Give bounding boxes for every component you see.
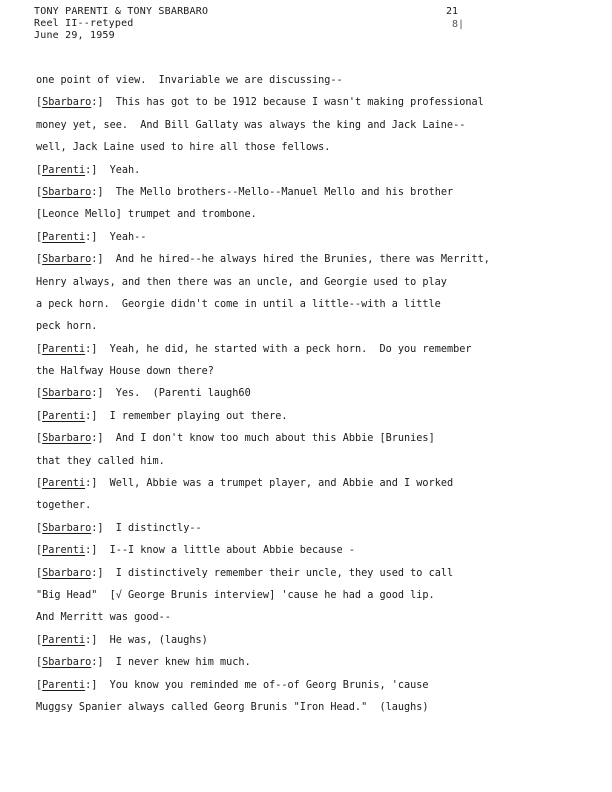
line-text: well, Jack Laine used to hire all those fellows. [36,142,331,154]
speaker-label: Sbarbaro [42,433,92,445]
transcript-body [36,70,576,719]
speaker-label: Parenti [42,164,86,176]
speaker-label: Parenti [42,478,86,490]
transcript-line [36,272,576,294]
line-text: You know you reminded me of--of Georg Brunis, 'cause [109,679,429,691]
speaker-label: Sbarbaro [42,567,92,579]
transcript-line: [Parenti:] Well, Abbie was a trumpet player, and Abbie and I worked [36,478,454,490]
line-text: Yeah. [109,164,141,176]
transcript-line [36,495,576,517]
speaker-label: Sbarbaro [42,254,92,266]
speaker-label: Sbarbaro [42,657,92,669]
line-text: a peck horn. Georgie didn't come in until a little--with a little [36,298,441,310]
line-text: This has got to be 1912 because I wasn't making professional [115,97,484,109]
transcript-line: [Sbarbaro:] I distinctly-- [36,522,202,534]
line-text: money yet, see. And Bill Gallaty was always the king and Jack Laine-- [36,119,466,131]
transcript-line: [Sbarbaro:] I never knew him much. [36,657,251,669]
speaker-label: Sbarbaro [42,522,92,534]
transcript-line [36,70,576,92]
interviewees: TONY PARENTI & TONY SBARBARO [34,6,209,17]
transcript-line: [Parenti:] Yeah-- [36,231,147,243]
line-text: together. [36,500,92,512]
speaker-label: Parenti [42,679,86,691]
line-text: Muggsy Spanier always called Georg Brunis "Iron Head." (laughs) [36,701,429,713]
transcript-line: [Parenti:] He was, (laughs) [36,634,208,646]
transcript-line [36,607,576,629]
line-text: And Merritt was good-- [36,612,171,624]
speaker-label: Parenti [42,634,86,646]
transcript-line: [Sbarbaro:] And he hired--he always hired the Brunies, there was Merritt, [36,254,490,266]
transcript-line: [Parenti:] Yeah. [36,164,141,176]
reel-info: Reel II--retyped [34,18,134,29]
line-text: Yeah, he did, he started with a peck horn. Do you remember [109,343,472,355]
speaker-label: Parenti [42,343,86,355]
transcript-line: [Parenti:] Yeah, he did, he started with a peck horn. Do you remember [36,343,472,355]
transcript-line [36,294,576,316]
speaker-label: Sbarbaro [42,97,92,109]
speaker-label: Sbarbaro [42,186,92,198]
page-mark: 8| [452,19,465,30]
line-text: Yes. (Parenti laugh60 [115,388,251,400]
line-text: I never knew him much. [115,657,251,669]
document-header [34,6,208,42]
line-text: that they called him. [36,455,165,467]
page-number: 21 [446,6,459,17]
line-text: [Leonce Mello] trumpet and trombone. [36,209,257,221]
line-text: Well, Abbie was a trumpet player, and Abbie and I worked [109,478,454,490]
line-text: the Halfway House down there? [36,366,214,378]
line-text: I remember playing out there. [109,410,288,422]
transcript-line: [Sbarbaro:] This has got to be 1912 because I wasn't making professional [36,97,484,109]
transcript-line [36,697,576,719]
line-text: Yeah-- [109,231,147,243]
speaker-label: Parenti [42,231,86,243]
transcript-line: [Parenti:] I remember playing out there. [36,410,288,422]
line-text: one point of view. Invariable we are discussing-- [36,75,343,86]
interview-date: June 29, 1959 [34,30,115,41]
transcript-line: [Parenti:] You know you reminded me of--of Georg Brunis, 'cause [36,679,429,691]
line-text: "Big Head" [√ George Brunis interview] 'cause he had a good lip. [36,589,435,601]
speaker-label: Parenti [42,545,86,557]
transcript-line: [Parenti:] I--I know a little about Abbie because - [36,545,355,557]
line-text: peck horn. [36,321,98,333]
line-text: I--I know a little about Abbie because - [109,545,355,557]
transcript-line [36,137,576,159]
line-text: Henry always, and then there was an uncle, and Georgie used to play [36,276,447,288]
transcript-line [36,115,576,137]
speaker-label: Sbarbaro [42,388,92,400]
transcript-line [36,451,576,473]
speaker-label: Parenti [42,410,86,422]
transcript-line [36,361,576,383]
transcript-line [36,585,576,607]
line-text: The Mello brothers--Mello--Manuel Mello and his brother [115,186,454,198]
line-text: And I don't know too much about this Abbie [Brunies] [115,433,435,445]
line-text: He was, (laughs) [109,634,208,646]
transcript-line [36,204,576,226]
line-text: I distinctly-- [115,522,202,534]
line-text: I distinctively remember their uncle, they used to call [115,567,454,579]
transcript-line [36,316,576,338]
transcript-line: [Sbarbaro:] The Mello brothers--Mello--Manuel Mello and his brother [36,186,454,198]
line-text: And he hired--he always hired the Brunies, there was Merritt, [115,254,490,266]
transcript-line: [Sbarbaro:] And I don't know too much about this Abbie [Brunies] [36,433,435,445]
transcript-line: [Sbarbaro:] I distinctively remember their uncle, they used to call [36,567,454,579]
transcript-line: [Sbarbaro:] Yes. (Parenti laugh60 [36,388,251,400]
